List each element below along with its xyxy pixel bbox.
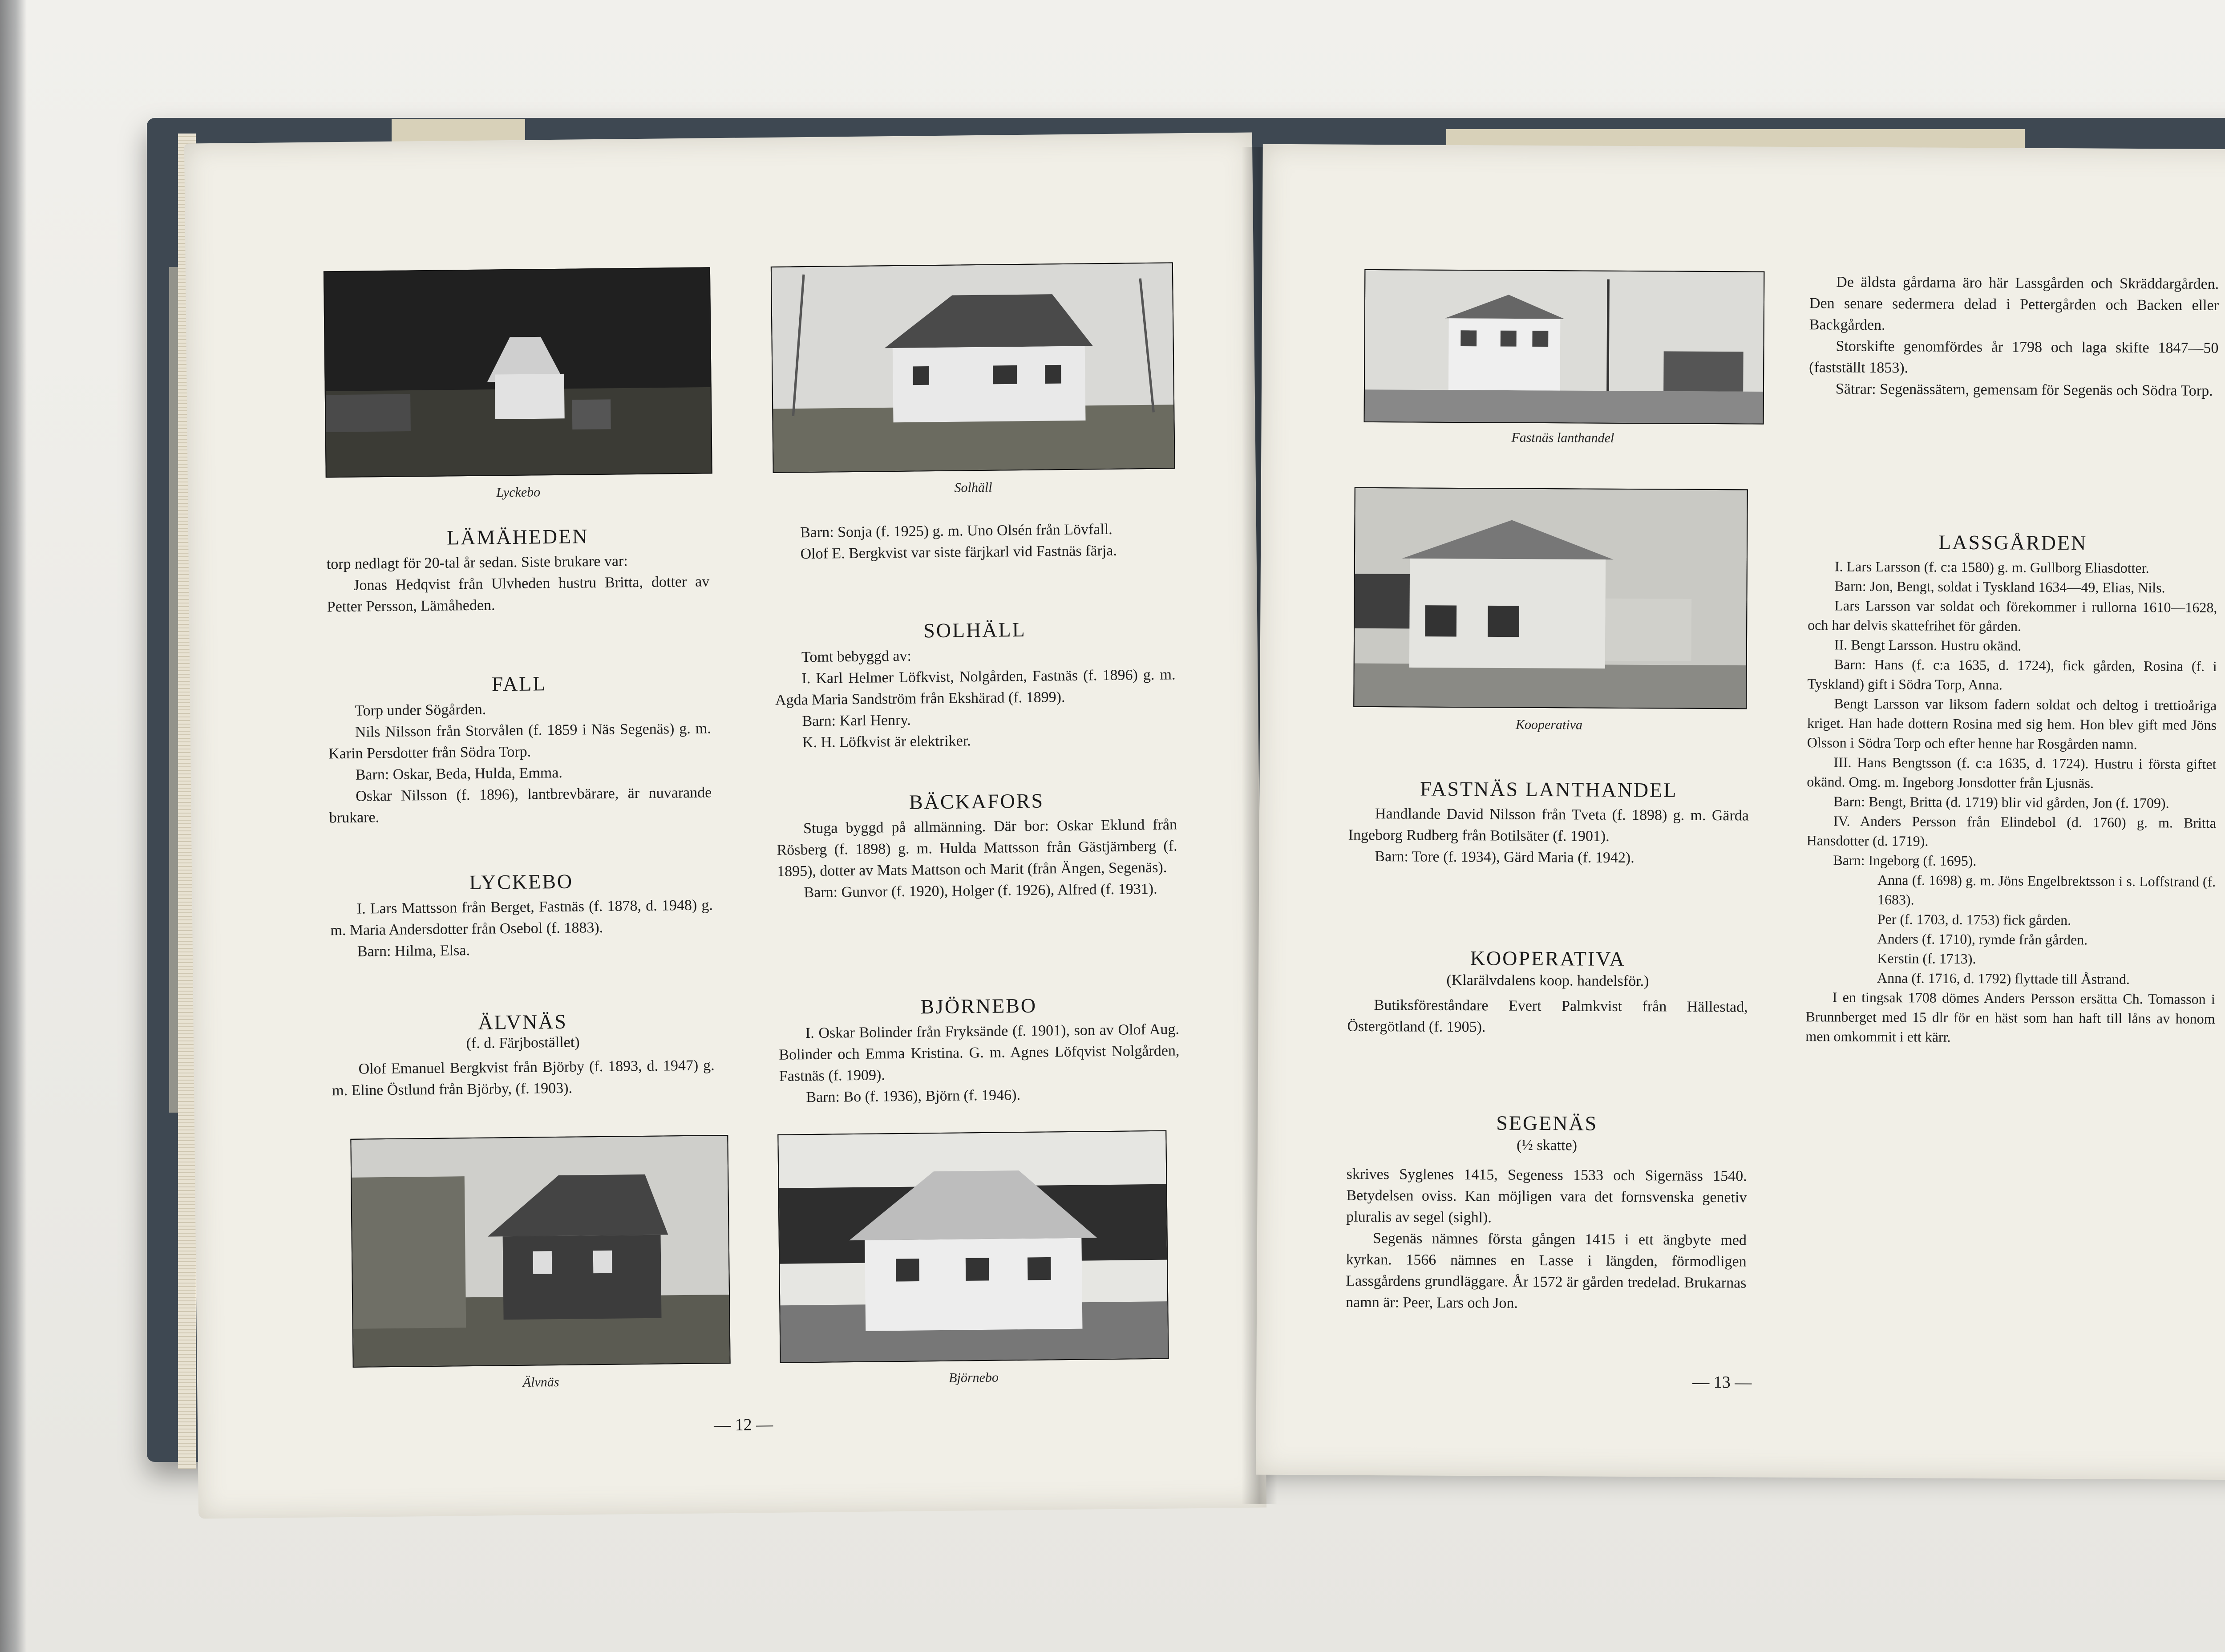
heading-alvnas: ÄLVNÄS: [478, 1010, 568, 1034]
line: Barn: Bo (f. 1936), Björn (f. 1946).: [806, 1087, 1021, 1106]
line: Olof E. Bergkvist var siste färjkarl vid Fastnäs färja.: [800, 542, 1117, 563]
text-lyckebo: [330, 895, 713, 963]
line: IV. Anders Persson från Elindebol (d. 1760) g. m. Britta Hansdotter (d. 1719).: [1806, 813, 2216, 849]
line: Barn: Gunvor (f. 1920), Holger (f. 1926), Alfred (f. 1931).: [804, 880, 1157, 901]
line: III. Hans Bengtsson (f. c:a 1635, d. 1724). Hustru i första giftet okänd. Omg. m. Ingeborg Jonsdotter från Ljusnäs.: [1807, 754, 2217, 791]
heading-fastnas-lanthandel: FASTNÄS LANTHANDEL: [1420, 777, 1678, 802]
page-number-left: — 12 —: [713, 1415, 773, 1435]
line: Butiksföreståndare Evert Palmkvist från Hällestad, Östergötland (f. 1905).: [1347, 997, 1748, 1036]
text-intro-segenas: [1809, 271, 2219, 402]
line: Barn: Hans (f. c:a 1635, d. 1724), fick gården, Rosina (f. i Tyskland) gift i Södra Torp, Anna.: [1807, 656, 2217, 693]
line: torp nedlagt för 20-tal år sedan. Siste brukare var:: [326, 553, 628, 573]
line: Barn: Jon, Bengt, soldat i Tyskland 1634—49, Elias, Nils.: [1834, 578, 2165, 596]
right-page: [1256, 144, 2225, 1481]
line: Barn: Hilma, Elsa.: [357, 942, 470, 960]
line: Barn: Ingeborg (f. 1695).: [1833, 852, 1977, 869]
line: Bengt Larsson var liksom fadern soldat och deltog i trettioåriga kriget. Han hade dottern Rosina med sig hem. Hon blev gift med Jöns Olsson i Södra Torp och efter henne har Rosgården namn.: [1807, 695, 2217, 752]
text-fastnas-lanthandel: [1348, 803, 1749, 870]
line: Storskifte genomfördes år 1798 och laga skifte 1847—50 (fastställt 1853).: [1809, 338, 2219, 377]
line: Anders (f. 1710), rymde från gården.: [1877, 930, 2088, 948]
left-shadow: [0, 0, 27, 1652]
caption-bjornebo: Björnebo: [949, 1370, 999, 1385]
text-alvnas: [332, 1055, 715, 1101]
line: I. Oskar Bolinder från Fryksände (f. 1901), son av Olof Aug. Bolinder och Emma Kristina. G. m. Agnes Löfqvist Nolgården, Fastnäs (f. 1909).: [779, 1021, 1180, 1085]
line: Lars Larsson var soldat och förekommer i rullorna 1610—1628, och har delvis skattefrihet för gården.: [1808, 597, 2217, 634]
photo-alvnas: [350, 1135, 730, 1368]
heading-fall: FALL: [491, 672, 547, 696]
line: II. Bengt Larsson. Hustru okänd.: [1834, 636, 2022, 654]
text-bjornebo: [779, 1019, 1180, 1108]
line: Torp under Sögården.: [355, 701, 486, 719]
line: Stuga byggd på allmänning. Där bor: Oskar Eklund från Rösberg (f. 1898) g. m. Hulda Mattsson från Gästjärnberg (f. 1895), dotter av Mats Mattson och Marit (från Ängen, Segenäs).: [777, 816, 1177, 880]
photo-kooperativa: [1353, 487, 1748, 709]
line: Oskar Nilsson (f. 1896), lantbrevbärare, är nuvarande brukare.: [329, 784, 712, 826]
line: Olof Emanuel Bergkvist från Björby (f. 1893, d. 1947) g. m. Eline Östlund från Björby, (f. 1903).: [332, 1057, 715, 1099]
caption-alvnas: Älvnäs: [522, 1374, 559, 1390]
line: I. Karl Helmer Löfkvist, Nolgården, Fastnäs (f. 1896) g. m. Agda Maria Sandström från Ekshärad (f. 1899).: [775, 666, 1176, 709]
caption-fastnas-lanthandel: Fastnäs lanthandel: [1511, 430, 1614, 445]
heading-lyckebo: LYCKEBO: [469, 870, 574, 894]
line: Handlande David Nilsson från Tveta (f. 1898) g. m. Gärda Ingeborg Rudberg från Botilsäter (f. 1901).: [1348, 806, 1749, 845]
line: Nils Nilsson från Storvålen (f. 1859 i Näs Segenäs) g. m. Karin Persdotter från Södra Torp.: [328, 720, 711, 762]
line: Segenäs nämnes första gången 1415 i ett ängbyte med kyrkan. 1566 nämnes en Lasse i längden, förmodligen Lassgårdens grundläggare. År 1572 är gården tredelad. Brukarnas namn är: Peer, Lars och Jon.: [1346, 1230, 1747, 1312]
line: I. Lars Larsson (f. c:a 1580) g. m. Gullborg Eliasdotter.: [1834, 558, 2149, 576]
photo-lyckebo: [324, 267, 712, 478]
line: Kerstin (f. 1713).: [1877, 950, 1976, 967]
line: Barn: Bengt, Britta (d. 1719) blir vid gården, Jon (f. 1709).: [1833, 793, 2169, 811]
left-page: [184, 133, 1266, 1519]
line: I. Lars Mattsson från Berget, Fastnäs (f. 1878, d. 1948) g. m. Maria Andersdotter från Osebol (f. 1883).: [330, 897, 713, 939]
line: Barn: Tore (f. 1934), Gärd Maria (f. 1942).: [1375, 848, 1634, 866]
line: De äldsta gårdarna äro här Lassgården och Skräddargården. Den senare sedermera delad i Pettergården och Backen eller Backgården.: [1809, 274, 2219, 334]
line: Anna (f. 1716, d. 1792) flyttade till Åstrand.: [1877, 969, 2130, 987]
photo-fastnas-lanthandel: [1364, 269, 1765, 425]
text-solhall: [775, 643, 1176, 753]
subheading-kooperativa: (Klarälvdalens koop. handelsför.): [1446, 972, 1649, 990]
photo-bjornebo: [777, 1130, 1169, 1363]
line: Barn: Karl Henry.: [802, 712, 911, 730]
line: Barn: Sonja (f. 1925) g. m. Uno Olsén från Lövfall.: [800, 521, 1112, 541]
text-solhall-intro: [773, 518, 1174, 565]
heading-backafors: BÄCKAFORS: [909, 789, 1044, 814]
line: K. H. Löfkvist är elektriker.: [802, 733, 971, 751]
line: Jonas Hedqvist från Ulvheden hustru Britta, dotter av Petter Persson, Lämåheden.: [327, 573, 710, 615]
text-fall: [328, 696, 712, 829]
text-lamaheden: [327, 550, 710, 618]
heading-bjornebo: BJÖRNEBO: [920, 994, 1037, 1018]
line: Barn: Oskar, Beda, Hulda, Emma.: [355, 764, 563, 783]
heading-kooperativa: KOOPERATIVA: [1470, 947, 1626, 970]
heading-segenas: SEGENÄS: [1496, 1111, 1598, 1135]
page-number-right: — 13 —: [1692, 1373, 1752, 1392]
line: Sätrar: Segenässätern, gemensam för Segenäs och Södra Torp.: [1835, 381, 2213, 399]
text-segenas: [1346, 1164, 1747, 1316]
subheading-alvnas: (f. d. Färjbostället): [466, 1034, 580, 1052]
line: Anna (f. 1698) g. m. Jöns Engelbrektsson i s. Loffstrand (f. 1683).: [1877, 871, 2216, 908]
line: Per (f. 1703, d. 1753) fick gården.: [1877, 911, 2071, 928]
text-lassgarden: [1805, 556, 2217, 1048]
text-kooperativa: [1347, 995, 1748, 1040]
text-backafors: [777, 814, 1178, 903]
subheading-segenas: (½ skatte): [1516, 1137, 1578, 1154]
heading-lamaheden: LÄMÄHEDEN: [446, 525, 589, 549]
heading-solhall: SOLHÄLL: [923, 618, 1026, 642]
line: Tomt bebyggd av:: [801, 648, 912, 666]
caption-solhall: Solhäll: [954, 480, 992, 495]
caption-kooperativa: Kooperativa: [1515, 717, 1583, 733]
caption-lyckebo: Lyckebo: [496, 485, 541, 500]
heading-lassgarden: LASSGÅRDEN: [1938, 530, 2087, 555]
line: skrives Syglenes 1415, Segeness 1533 och Sigernäss 1540. Betydelsen oviss. Kan möjligen vara det fornsvenska genetiv pluralis av segel (sighl).: [1346, 1166, 1747, 1226]
photo-solhall: [771, 262, 1175, 473]
line: I en tingsak 1708 dömes Anders Persson ersätta Ch. Tomasson i Brunnberget med 15 dlr för en häst som han haft till låns av honom men omkommit i ett kärr.: [1805, 989, 2215, 1045]
